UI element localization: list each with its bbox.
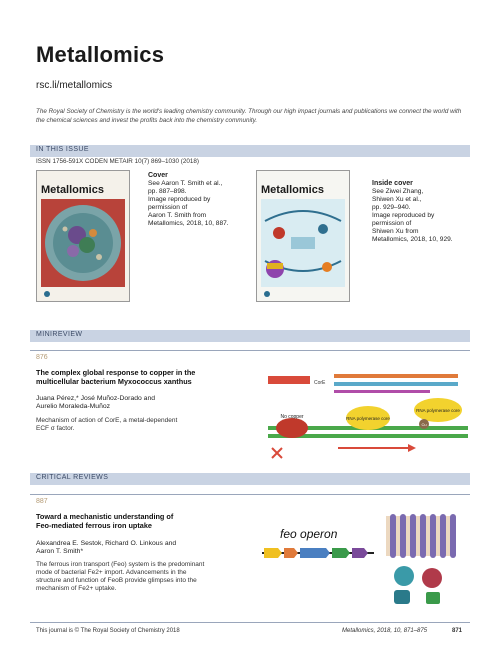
- article-page-number: 887: [36, 498, 48, 505]
- footer-rule: [30, 622, 470, 623]
- fig-label-cu: Cu: [421, 422, 427, 427]
- article-figure: [268, 366, 468, 460]
- section-header-minireview: MINIREVIEW: [30, 330, 470, 342]
- fig-label-core: CorE: [314, 380, 326, 386]
- journal-title: Metallomics: [36, 42, 165, 67]
- article-title[interactable]: Toward a mechanistic understanding of Feo-mediated ferrous iron uptake: [36, 512, 174, 530]
- inside-cover-title: Metallomics: [261, 184, 324, 196]
- article-authors: Alexandrea E. Sestok, Richard O. Linkous and Aaron T. Smith*: [36, 540, 177, 556]
- journal-url[interactable]: rsc.li/metallomics: [36, 80, 113, 91]
- article-authors: Juana Pérez,* José Muñoz-Dorado and Aurelio Moraleda-Muñoz: [36, 395, 156, 411]
- article-abstract: Mechanism of action of CorE, a metal-dependent ECF σ factor.: [36, 417, 178, 432]
- fig-label-rnap-2: RNA polymerase core: [416, 408, 460, 413]
- divider: [30, 350, 470, 351]
- section-header-critical-reviews: CRITICAL REVIEWS: [30, 473, 470, 485]
- footer-citation: Metallomics, 2018, 10, 871–875: [342, 628, 428, 634]
- mechanism-diagram: [268, 366, 468, 460]
- inside-cover-illustration: [257, 171, 349, 301]
- article-figure: [262, 508, 468, 618]
- section-header-in-this-issue: IN THIS ISSUE: [30, 145, 470, 157]
- cover-caption: Cover See Aaron T. Smith et al., pp. 887–898. Image reproduced by permission of Aaron T. Smith from Metallomics, 2018, 10, 887.: [148, 172, 229, 227]
- fig-label-rnap-1: RNA polymerase core: [346, 416, 390, 421]
- article-abstract: The ferrous iron transport (Feo) system is the predominant mode of bacterial Fe2+ import. Advancements in the structure and function of FeoB provide glimpses into the mechanism of Fe2+ uptake.: [36, 561, 205, 592]
- article-title[interactable]: The complex global response to copper in the multicellular bacterium Myxococcus xanthus: [36, 368, 196, 386]
- footer-copyright: This journal is © The Royal Society of Chemistry 2018: [36, 628, 180, 634]
- divider: [30, 494, 470, 495]
- tagline: The Royal Society of Chemistry is the world's leading chemistry community. Through our high impact journals and publications we connect the world with the chemical sciences and invest the profits back into the chemistry community.: [36, 108, 462, 124]
- fig-label-feo-operon: feo operon: [280, 527, 338, 541]
- issn-line: ISSN 1756-591X CODEN METAIR 10(7) 869–1030 (2018): [36, 158, 199, 165]
- inside-cover-caption: Inside cover See Ziwei Zhang, Shiwen Xu et al., pp. 929–940. Image reproduced by permission of Shiwen Xu from Metallomics, 2018, 10, 929.: [372, 180, 453, 243]
- inside-cover-image: [256, 170, 350, 302]
- footer-page-number: 871: [452, 628, 463, 634]
- fig-label-no-copper: No copper: [280, 414, 304, 420]
- cover-image: [36, 170, 130, 302]
- cover-illustration: [37, 171, 129, 301]
- feo-operon-diagram: [262, 508, 468, 618]
- cover-title: Metallomics: [41, 184, 104, 196]
- article-page-number: 876: [36, 354, 48, 361]
